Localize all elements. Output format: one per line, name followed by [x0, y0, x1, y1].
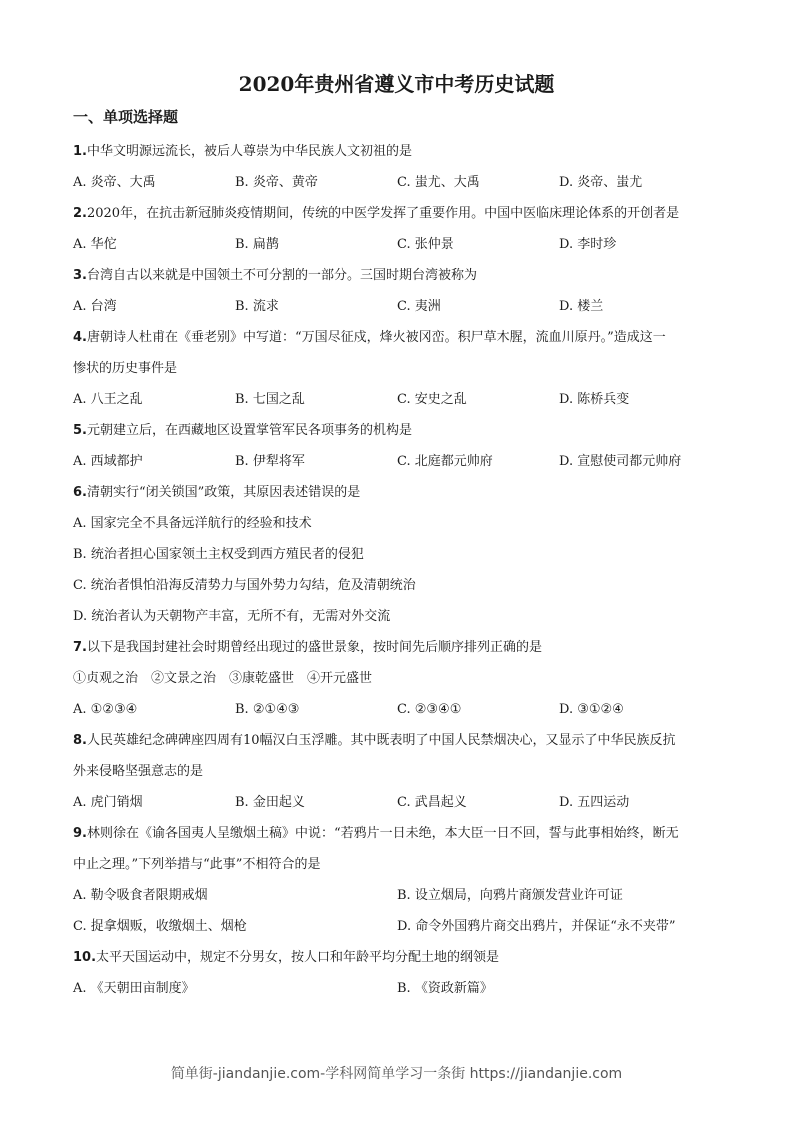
- question-text: 台湾自古以来就是中国领土不可分割的一部分。三国时期台湾被称为: [86, 268, 477, 283]
- answer-option: D. 宣慰使司都元帅府: [559, 454, 682, 469]
- question-number: 2.: [73, 206, 87, 221]
- question-number: 4.: [73, 330, 87, 345]
- question-text: 元朝建立后，在西藏地区设置掌管军民各项事务的机构是: [86, 423, 412, 438]
- question-stem: [73, 725, 723, 756]
- answer-option: A. 虎门销烟: [73, 795, 143, 810]
- answer-options-row: [73, 229, 723, 260]
- question-6: [73, 477, 723, 632]
- question-1: [73, 136, 723, 198]
- answer-option: D. 五四运动: [559, 795, 630, 810]
- question-9: [73, 818, 723, 942]
- answer-options-row: [73, 880, 723, 911]
- answer-option: B. 七国之乱: [235, 392, 305, 407]
- answer-option: B. 设立烟局，向鸦片商颁发营业许可证: [397, 888, 623, 903]
- question-text: ①贞观之治 ②文景之治 ③康乾盛世 ④开元盛世: [73, 671, 373, 686]
- question-list: [73, 136, 723, 1004]
- question-text: 中止之理。”下列举措与“此事”不相符合的是: [73, 857, 321, 872]
- question-stem: [73, 198, 723, 229]
- page-title: 2020年贵州省遵义市中考历史试题: [238, 72, 555, 96]
- question-number: 6.: [73, 485, 87, 500]
- answer-option: D. 统治者认为天朝物产丰富，无所不有，无需对外交流: [73, 609, 391, 624]
- question-text: 太平天国运动中，规定不分男女，按人口和年龄平均分配土地的纲领是: [96, 950, 500, 965]
- question-text: 清朝实行“闭关锁国”政策，其原因表述错误的是: [86, 485, 361, 500]
- question-number: 10.: [73, 950, 97, 965]
- question-stem: [73, 632, 723, 663]
- question-stem: [73, 260, 723, 291]
- question-stem-continued: [73, 353, 723, 384]
- question-stem: [73, 942, 723, 973]
- question-text: 中华文明源远流长，被后人尊崇为中华民族人文初祖的是: [86, 144, 412, 159]
- question-text: 人民英雄纪念碑碑座四周有10幅汉白玉浮雕。其中既表明了中国人民禁烟决心，又显示了中华民族反抗: [86, 733, 676, 748]
- answer-option: C. 统治者惧怕沿海反清势力与国外势力勾结，危及清朝统治: [73, 578, 416, 593]
- answer-option: C. 安史之乱: [397, 392, 467, 407]
- answer-options-row: [73, 167, 723, 198]
- answer-option: D. 李时珍: [559, 237, 617, 252]
- question-stem: [73, 477, 723, 508]
- answer-option: A. 八王之乱: [73, 392, 143, 407]
- question-2: [73, 198, 723, 260]
- question-7: [73, 632, 723, 725]
- question-text: 2020年，在抗击新冠肺炎疫情期间，传统的中医学发挥了重要作用。中国中医临床理论体系的开创者是: [86, 206, 680, 221]
- answer-option: C. 北庭都元帅府: [397, 454, 493, 469]
- question-stem-continued: [73, 663, 723, 694]
- answer-options-row: [73, 694, 723, 725]
- answer-option: B. 《资政新篇》: [397, 981, 493, 996]
- question-number: 8.: [73, 733, 87, 748]
- answer-option: A. 《天朝田亩制度》: [73, 981, 195, 996]
- question-text: 林则徐在《谕各国夷人呈缴烟土稿》中说：“若鸦片一日未绝，本大臣一日不回，誓与此事相始终，断无: [86, 826, 679, 841]
- answer-option: B. 金田起义: [235, 795, 305, 810]
- answer-option: A. 勒令吸食者限期戒烟: [73, 888, 208, 903]
- question-text: 以下是我国封建社会时期曾经出现过的盛世景象，按时间先后顺序排列正确的是: [86, 640, 542, 655]
- answer-option: B. 流求: [235, 299, 279, 314]
- page-footer: 简单街-jiandanjie.com-学科网简单学习一条街 https://jiandanjie.com: [170, 1066, 623, 1082]
- answer-options-row: [73, 291, 723, 322]
- answer-option: C. 武昌起义: [397, 795, 467, 810]
- question-stem: [73, 818, 723, 849]
- answer-option: C. 蚩尤、大禹: [397, 175, 480, 190]
- answer-options-row: [73, 973, 723, 1004]
- question-number: 1.: [73, 144, 87, 159]
- answer-option: A. 西域都护: [73, 454, 143, 469]
- answer-option: A. ①②③④: [73, 702, 138, 717]
- answer-option: D. 陈桥兵变: [559, 392, 630, 407]
- question-stem: [73, 415, 723, 446]
- answer-option: B. 扁鹊: [235, 237, 279, 252]
- answer-option: A. 华佗: [73, 237, 117, 252]
- question-stem-continued: [73, 756, 723, 787]
- question-number: 7.: [73, 640, 87, 655]
- answer-option: C. ②③④①: [397, 702, 462, 717]
- answer-option: C. 夷洲: [397, 299, 441, 314]
- question-text: 唐朝诗人杜甫在《垂老别》中写道：“万国尽征戍，烽火被冈峦。积尸草木腥，流血川原丹。”造成这一: [86, 330, 666, 345]
- answer-option: B. 统治者担心国家领土主权受到西方殖民者的侵犯: [73, 547, 364, 562]
- question-4: [73, 322, 723, 415]
- answer-option: A. 国家完全不具备远洋航行的经验和技术: [73, 516, 312, 531]
- question-number: 9.: [73, 826, 87, 841]
- answer-option: C. 捉拿烟贩，收缴烟土、烟枪: [73, 919, 247, 934]
- answer-option: D. 炎帝、蚩尤: [559, 175, 643, 190]
- question-text: 外来侵略坚强意志的是: [73, 764, 204, 779]
- question-3: [73, 260, 723, 322]
- answer-options-row: [73, 446, 723, 477]
- question-stem: [73, 322, 723, 353]
- question-number: 5.: [73, 423, 87, 438]
- answer-option: B. 伊犁将军: [235, 454, 305, 469]
- question-5: [73, 415, 723, 477]
- answer-option: B. ②①④③: [235, 702, 300, 717]
- answer-option: D. 楼兰: [559, 299, 604, 314]
- answer-option: D. 命令外国鸦片商交出鸦片，并保证“永不夹带”: [397, 919, 676, 934]
- answer-options-row: [73, 787, 723, 818]
- section-heading: 一、单项选择题: [73, 108, 179, 126]
- answer-option: C. 张仲景: [397, 237, 454, 252]
- question-number: 3.: [73, 268, 87, 283]
- question-10: [73, 942, 723, 1004]
- answer-option: D. ③①②④: [559, 702, 624, 717]
- question-stem: [73, 136, 723, 167]
- answer-options-row: [73, 384, 723, 415]
- answer-option: A. 炎帝、大禹: [73, 175, 156, 190]
- question-8: [73, 725, 723, 818]
- question-text: 惨状的历史事件是: [73, 361, 178, 376]
- question-stem-continued: [73, 849, 723, 880]
- answer-options-row: [73, 911, 723, 942]
- answer-option: A. 台湾: [73, 299, 117, 314]
- answer-option: B. 炎帝、黄帝: [235, 175, 318, 190]
